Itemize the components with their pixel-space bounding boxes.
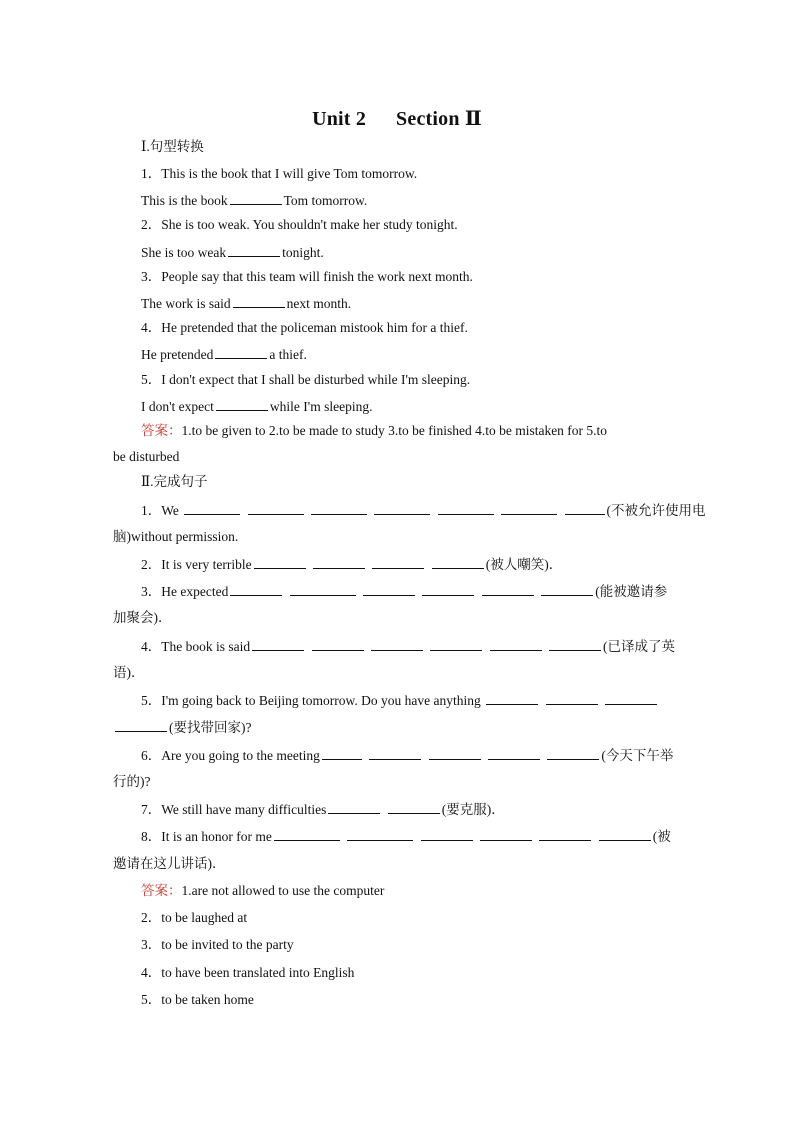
blank — [228, 243, 280, 257]
part2-answer-4: 4．to have been translated into English — [141, 965, 355, 980]
page-title — [0, 106, 794, 131]
blank — [230, 191, 282, 205]
part2-q4: 4．The book is said (已译成了英 — [141, 639, 675, 654]
part2-answer-2: 2．to be laughed at — [141, 910, 248, 925]
part2-q3-cont: 加聚会)． — [113, 610, 172, 625]
part2-q1-cont: 脑)without permission. — [113, 529, 239, 544]
part1-a4: He pretended a thief. — [141, 347, 307, 362]
blank — [233, 294, 285, 308]
part2-q6-cont: 行的)? — [113, 774, 151, 789]
part1-q1: 1．This is the book that I will give Tom tomorrow. — [141, 166, 418, 181]
part1-a5: I don't expect while I'm sleeping. — [141, 399, 373, 414]
part2-q3: 3．He expected (能被邀请参 — [141, 584, 668, 599]
part1-a3: The work is said next month. — [141, 296, 352, 311]
part2-q5: 5．I'm going back to Beijing tomorrow. Do you have anything — [141, 691, 659, 710]
part1-answers: 答案：1.to be given to 2.to be made to study 3.to be finished 4.to be mistaken for 5.to — [141, 423, 608, 438]
part1-a2: She is too weak tonight. — [141, 245, 324, 260]
part1-q4: 4．He pretended that the policeman mistook him for a thief. — [141, 320, 468, 335]
part2-q1: 1．We (不被允许使用电 — [141, 503, 706, 518]
blank — [216, 397, 268, 411]
blank — [215, 345, 267, 359]
part1-q2: 2．She is too weak. You shouldn't make her study tonight. — [141, 217, 458, 232]
part2-heading: Ⅱ.完成句子 — [141, 474, 208, 489]
part1-q5: 5．I don't expect that I shall be disturbed while I'm sleeping. — [141, 372, 471, 387]
part2-q8: 8．It is an honor for me (被 — [141, 829, 671, 844]
part2-answer-5: 5．to be taken home — [141, 992, 254, 1007]
title-section: Section Ⅱ — [396, 108, 482, 130]
part1-a1: This is the book Tom tomorrow. — [141, 193, 368, 208]
answer-label: 答案： — [141, 423, 182, 438]
part2-answer-3: 3．to be invited to the party — [141, 937, 294, 952]
answer-label: 答案： — [141, 883, 182, 898]
part2-q2: 2．It is very terrible (被人嘲笑)． — [141, 557, 563, 572]
part2-answer-1: 答案：1.are not allowed to use the computer — [141, 883, 385, 898]
part2-q4-cont: 语)． — [113, 665, 145, 680]
part1-heading: Ⅰ.句型转换 — [141, 139, 204, 154]
part1-answers-cont: be disturbed — [113, 449, 180, 464]
title-unit: Unit 2 — [312, 108, 367, 130]
part2-q8-cont: 邀请在这儿讲话)． — [113, 856, 226, 871]
part1-q3: 3．People say that this team will finish the work next month. — [141, 269, 473, 284]
part2-q6: 6．Are you going to the meeting (今天下午举 — [141, 748, 674, 763]
part2-q7: 7．We still have many difficulties (要克服)． — [141, 802, 505, 817]
part2-q5-cont: (要找带回家)? — [113, 718, 251, 737]
